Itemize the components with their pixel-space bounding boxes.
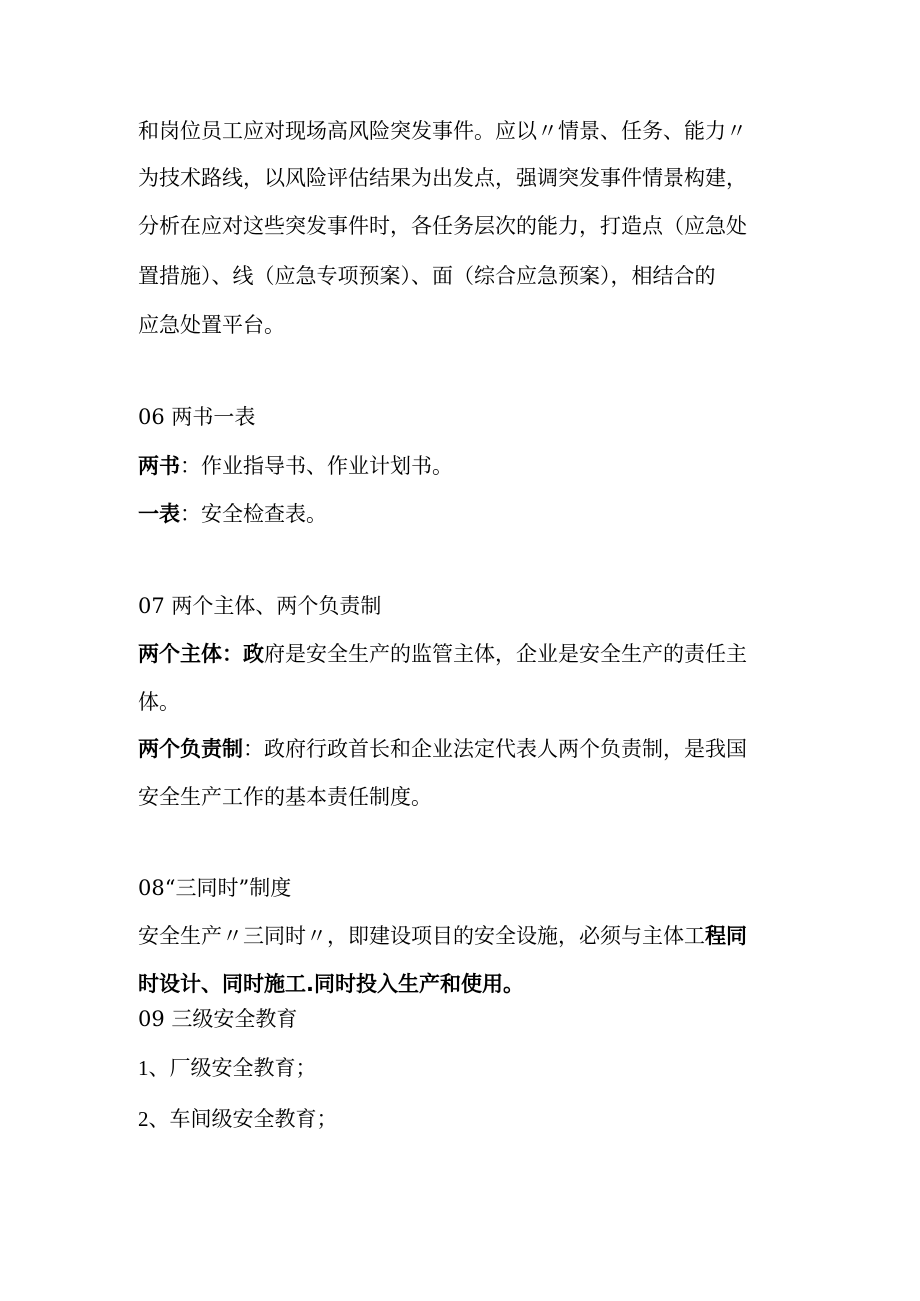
section-06-item-2 bbox=[138, 499, 778, 529]
list-text: 、车间级安全教育； bbox=[148, 1107, 338, 1131]
section-07-item-2-cont: 安全生产工作的基本责任制度。 bbox=[138, 785, 432, 809]
definition: ：作业指导书、作业计划书。 bbox=[180, 454, 453, 478]
section-07-item-2 bbox=[138, 734, 778, 764]
section-08-heading: 08“三同时”制度 bbox=[138, 876, 292, 900]
definition: ：安全检查表。 bbox=[180, 502, 327, 526]
intro-line-1: 和岗位员工应对现场高风险突发事件。应以〃情景、任务、能力〃 bbox=[138, 119, 747, 143]
term: 两个主体：政 bbox=[138, 642, 264, 666]
definition: ：政府行政首长和企业法定代表人两个负责制，是我国 bbox=[243, 737, 747, 761]
list-number: 1 bbox=[138, 1056, 149, 1080]
intro-line-3: 分析在应对这些突发事件时，各任务层次的能力，打造点（应急处 bbox=[138, 214, 747, 238]
intro-line-5: 应急处置平台。 bbox=[138, 313, 285, 337]
bold-text: 时设计、同时施工.同时投入生产和使用。 bbox=[138, 972, 524, 996]
intro-line-4: 置措施）、线（应急专项预案）、面（综合应急预案），相结合的 bbox=[138, 264, 716, 288]
section-06-heading: 06 两书一表 bbox=[138, 405, 256, 429]
section-06-item-1 bbox=[138, 451, 778, 481]
intro-line-2: 为技术路线，以风险评估结果为出发点，强调突发事件情景构建， bbox=[138, 166, 747, 190]
section-07-item-1-cont: 体。 bbox=[138, 690, 180, 714]
section-08-line-1 bbox=[138, 921, 778, 951]
section-08-line-2 bbox=[138, 969, 778, 999]
section-09-heading: 09 三级安全教育 bbox=[138, 1007, 298, 1031]
section-07-heading: 07 两个主体、两个负责制 bbox=[138, 594, 382, 618]
term: 两书 bbox=[138, 454, 180, 478]
section-09-item-2 bbox=[138, 1104, 778, 1134]
section-07-item-1 bbox=[138, 639, 778, 669]
term: 两个负责制 bbox=[138, 737, 243, 761]
bold-text: 程同 bbox=[705, 924, 747, 948]
term: 一表 bbox=[138, 502, 180, 526]
definition: 府是安全生产的监管主体，企业是安全生产的责任主 bbox=[264, 642, 747, 666]
section-09-item-1 bbox=[138, 1053, 778, 1083]
list-text: 、厂级安全教育； bbox=[148, 1056, 317, 1080]
list-number: 2 bbox=[138, 1107, 149, 1131]
body-text: 安全生产〃三同时〃，即建设项目的安全设施，必须与主体工 bbox=[138, 924, 705, 948]
